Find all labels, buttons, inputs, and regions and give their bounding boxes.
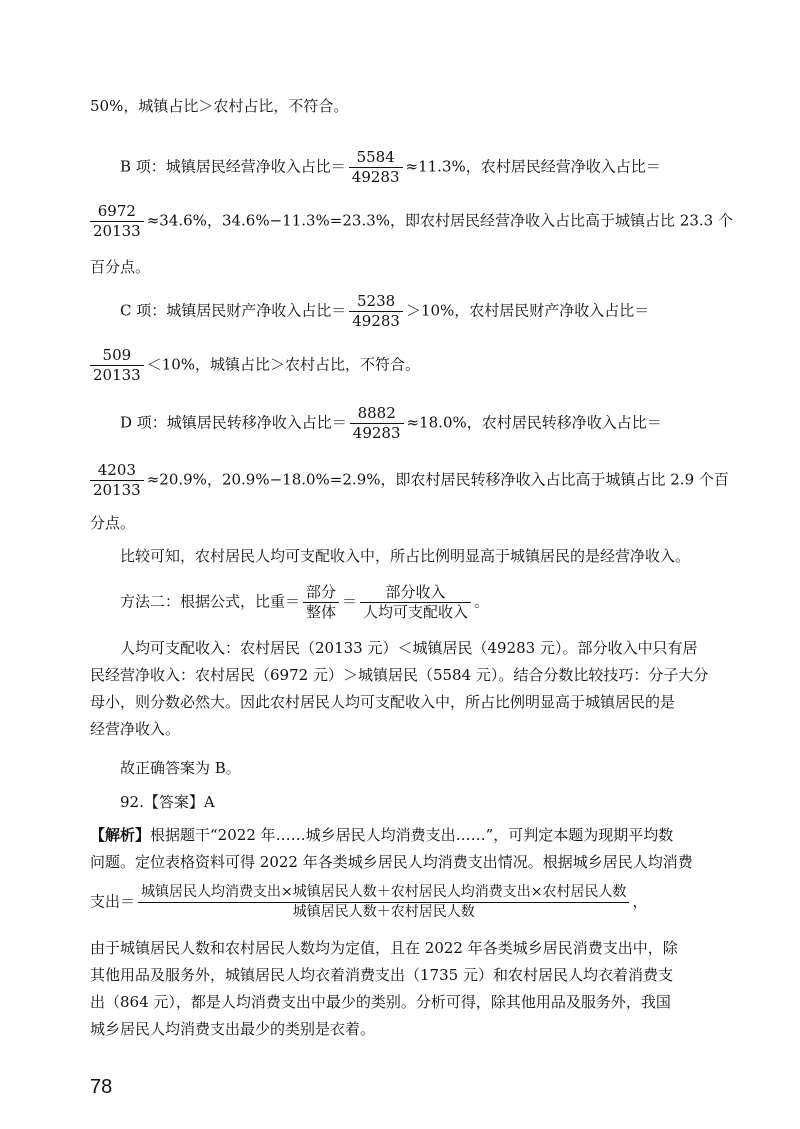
fraction-numerator: 部分 bbox=[303, 583, 339, 603]
equals-sign: ＝ bbox=[342, 592, 358, 611]
fraction-denominator: 49283 bbox=[352, 424, 401, 442]
option-b-text: ≈11.3%，农村居民经营净收入占比＝ bbox=[405, 157, 661, 176]
fraction bbox=[349, 148, 403, 187]
fraction bbox=[138, 883, 629, 922]
text-line: 城乡居民人均消费支出最少的类别是衣着。 bbox=[90, 1020, 376, 1038]
question-92-answer: 92.【答案】A bbox=[120, 793, 215, 811]
option-d-text: ≈20.9%，20.9%−18.0%=2.9%，即农村居民转移净收入占比高于城镇占比 2.9 个百 bbox=[146, 470, 729, 489]
option-c-text: ＜10%，城镇占比＞农村占比，不符合。 bbox=[146, 355, 421, 374]
option-b-text: ≈34.6%，34.6%−11.3%=23.3%，即农村居民经营净收入占比高于城镇占比 23.3 个 bbox=[146, 211, 733, 230]
fraction bbox=[90, 346, 144, 385]
fraction-numerator: 4203 bbox=[90, 461, 144, 481]
fraction-denominator: 20133 bbox=[93, 481, 141, 499]
fraction-numerator: 509 bbox=[90, 346, 144, 366]
fraction-denominator: 城镇居民人数＋农村居民人数 bbox=[292, 904, 475, 920]
option-d-text: D 项：城镇居民转移净收入占比＝ bbox=[120, 413, 347, 432]
text-line: 问题。定位表格资料可得 2022 年各类城乡居民人均消费支出情况。根据城乡居民人均消费 bbox=[90, 853, 693, 871]
fraction-denominator: 人均可支配收入 bbox=[363, 603, 469, 621]
option-d-text: ≈18.0%，农村居民转移净收入占比＝ bbox=[406, 413, 662, 432]
fraction-numerator: 8882 bbox=[350, 404, 404, 424]
fraction-denominator: 20133 bbox=[93, 222, 141, 240]
fraction-numerator: 部分收入 bbox=[360, 583, 471, 603]
option-c-line bbox=[120, 292, 722, 331]
option-b-line-2 bbox=[90, 202, 733, 241]
option-c-text: C 项：城镇居民财产净收入占比＝ bbox=[120, 301, 347, 320]
text-line: 经营净收入。 bbox=[90, 720, 181, 738]
fraction-numerator: 城镇居民人均消费支出×城镇居民人数＋农村居民人均消费支出×农村居民人数 bbox=[138, 883, 629, 903]
formula-text: ， bbox=[632, 892, 648, 911]
method-two-text: 。 bbox=[474, 592, 490, 611]
fraction-numerator: 5238 bbox=[349, 292, 403, 312]
option-d-line bbox=[120, 404, 722, 443]
text-line: 出（864 元），都是人均消费支出中最少的类别。分析可得，除其他用品及服务外，我国 bbox=[90, 993, 671, 1011]
text-line: 比较可知，农村居民人均可支配收入中，所占比例明显高于城镇居民的是经营净收入。 bbox=[120, 547, 691, 565]
analysis-line bbox=[90, 825, 722, 845]
option-b-line bbox=[120, 148, 722, 187]
fraction-denominator: 20133 bbox=[93, 366, 141, 384]
text-line: 母小，则分数必然大。因此农村居民人均可支配收入中，所占比例明显高于城镇居民的是 bbox=[90, 693, 676, 711]
text-line: 由于城镇居民人数和农村居民人数均为定值，且在 2022 年各类城乡居民消费支出中，除 bbox=[90, 939, 678, 957]
fraction-numerator: 5584 bbox=[349, 148, 403, 168]
text-line: 民经营净收入：农村居民（6972 元）＞城镇居民（5584 元）。结合分数比较技巧：分子大分 bbox=[90, 666, 709, 684]
text-line: 其他用品及服务外，城镇居民人均衣着消费支出（1735 元）和农村居民人均衣着消费支 bbox=[90, 966, 673, 984]
fraction-denominator: 49283 bbox=[352, 312, 400, 330]
analysis-text: 根据题干“2022 年……城乡居民人均消费支出……”，可判定本题为现期平均数 bbox=[150, 826, 674, 844]
fraction bbox=[303, 583, 339, 622]
fraction-denominator: 49283 bbox=[351, 168, 400, 186]
page-number: 78 bbox=[90, 1076, 113, 1098]
fraction bbox=[90, 202, 144, 241]
option-d-line-2 bbox=[90, 461, 729, 500]
fraction bbox=[349, 292, 403, 331]
formula-text: 支出＝ bbox=[90, 892, 136, 911]
fraction bbox=[350, 404, 404, 443]
fraction-numerator: 6972 bbox=[90, 202, 144, 222]
option-c-text: ＞10%，农村居民财产净收入占比＝ bbox=[405, 301, 650, 320]
method-two-line bbox=[120, 583, 722, 622]
option-c-line-2 bbox=[90, 346, 722, 385]
formula-line bbox=[90, 883, 722, 922]
analysis-label: 【解析】 bbox=[90, 826, 151, 844]
text-line: 人均可支配收入：农村居民（20133 元）＜城镇居民（49283 元）。部分收入中只有居 bbox=[120, 639, 698, 657]
option-b-text: B 项：城镇居民经营净收入占比＝ bbox=[120, 157, 346, 176]
method-two-text: 方法二：根据公式，比重＝ bbox=[120, 592, 301, 611]
text-line: 50%，城镇占比＞农村占比，不符合。 bbox=[90, 97, 349, 115]
fraction bbox=[360, 583, 471, 622]
answer-line: 故正确答案为 B。 bbox=[120, 759, 241, 777]
text-line: 百分点。 bbox=[90, 258, 151, 276]
fraction-denominator: 整体 bbox=[306, 603, 337, 621]
text-line: 分点。 bbox=[90, 514, 136, 532]
fraction bbox=[90, 461, 144, 500]
